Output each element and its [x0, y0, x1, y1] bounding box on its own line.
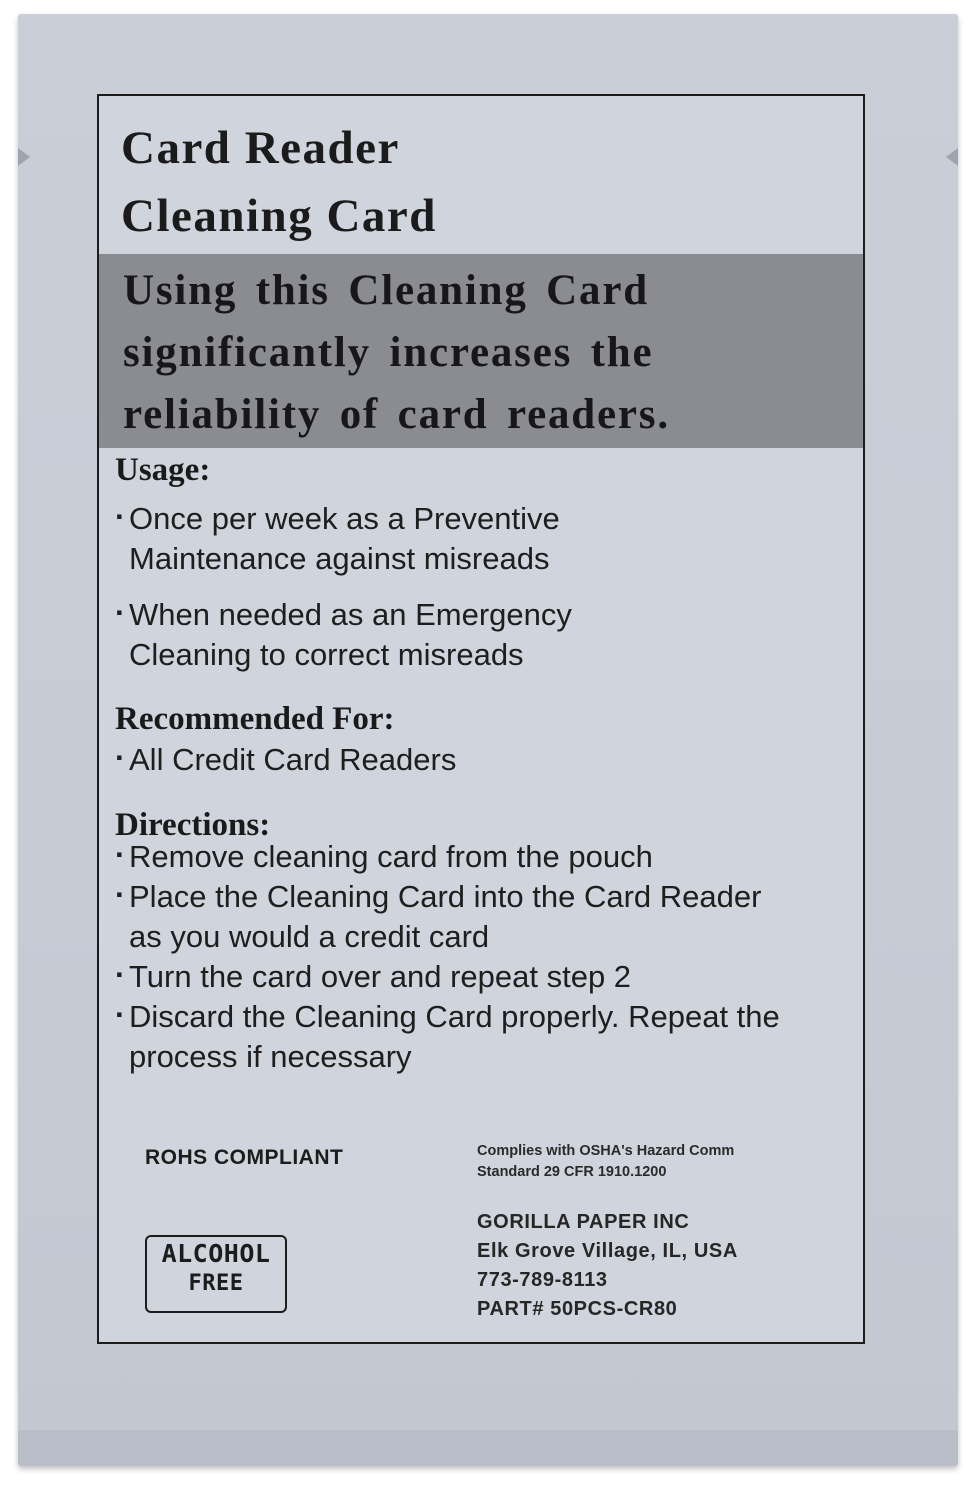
list-item-line: When needed as an Emergency	[129, 597, 572, 632]
usage-heading: Usage:	[115, 452, 211, 488]
title-line: Card Reader	[121, 122, 400, 174]
product-label	[97, 94, 865, 1344]
list-item-line: Remove cleaning card from the pouch	[129, 839, 653, 874]
title-line: Cleaning Card	[121, 190, 437, 242]
list-item-line: as you would a credit card	[129, 919, 490, 954]
alcohol-free-badge	[145, 1235, 287, 1313]
list-item-line: Place the Cleaning Card into the Card Reader	[129, 879, 762, 914]
badge-line: FREE	[188, 1271, 244, 1296]
list-item-line: Discard the Cleaning Card properly. Repeat the	[129, 999, 780, 1034]
pouch-seal	[18, 1430, 958, 1466]
list-item	[115, 740, 456, 780]
directions-list	[115, 837, 780, 1077]
badge-line: ALCOHOL	[161, 1239, 271, 1268]
osha-compliance-text	[477, 1141, 734, 1183]
list-item-line: Cleaning to correct misreads	[129, 637, 524, 672]
recommended-heading: Recommended For:	[115, 701, 395, 737]
tagline-line: significantly increases the	[123, 329, 654, 376]
product-title	[121, 114, 437, 250]
list-item-line: All Credit Card Readers	[129, 742, 457, 777]
company-name: GORILLA PAPER INC	[477, 1211, 690, 1233]
osha-line: Complies with OSHA's Hazard Comm	[477, 1143, 735, 1159]
osha-line: Standard 29 CFR 1910.1200	[477, 1164, 667, 1180]
company-address: Elk Grove Village, IL, USA	[477, 1240, 738, 1262]
list-item-line: Once per week as a Preventive	[129, 501, 560, 536]
list-item-line: Maintenance against misreads	[129, 541, 550, 576]
part-number: PART# 50PCS-CR80	[477, 1298, 678, 1320]
tagline	[123, 260, 670, 446]
tear-notch-left-icon	[18, 148, 30, 166]
list-item	[115, 499, 572, 579]
list-item	[115, 595, 572, 675]
list-item-line: process if necessary	[129, 1039, 412, 1074]
usage-list	[115, 499, 572, 675]
list-item	[115, 957, 780, 997]
rohs-compliant-text: ROHS COMPLIANT	[145, 1146, 344, 1169]
directions-heading: Directions:	[115, 807, 271, 843]
tagline-band	[99, 254, 863, 448]
list-item	[115, 837, 780, 877]
tear-notch-right-icon	[946, 148, 958, 166]
company-info	[477, 1208, 738, 1324]
list-item-line: Turn the card over and repeat step 2	[129, 959, 632, 994]
recommended-list	[115, 740, 456, 780]
list-item	[115, 997, 780, 1077]
tagline-line: reliability of card readers.	[123, 391, 670, 438]
list-item	[115, 877, 780, 957]
company-phone: 773-789-8113	[477, 1269, 608, 1291]
tagline-line: Using this Cleaning Card	[123, 267, 649, 314]
